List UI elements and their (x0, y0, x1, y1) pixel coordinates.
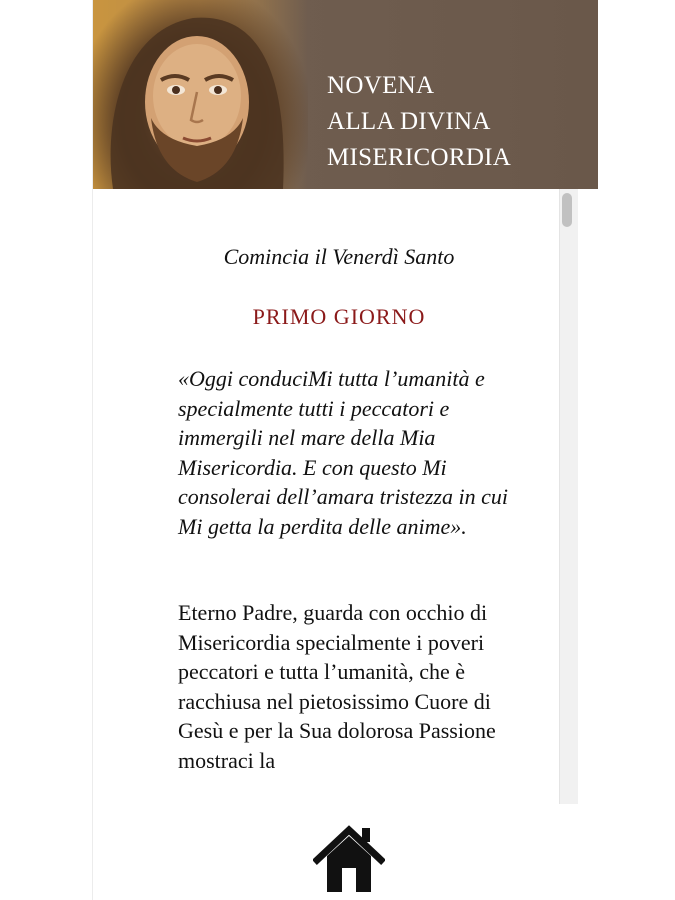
divine-mercy-portrait (93, 0, 308, 189)
scrollbar-track[interactable] (559, 189, 578, 804)
app-title-line-3: MISERICORDIA (327, 144, 512, 171)
day-title: PRIMO GIORNO (252, 304, 426, 329)
start-note: Comincia il Venerdì Santo (223, 244, 455, 269)
app-screen (92, 0, 598, 900)
app-title-line-1: NOVENA (327, 72, 435, 99)
reading-content[interactable] (93, 189, 559, 804)
jesus-quote: «Oggi conduciMi tutta l’umanità e specialmente tutti i peccatori e immergili nel mare della Mia Misericordia. E con questo Mi consolerai dell’amara tristezza in cui Mi getta la perdita delle anime». (178, 366, 508, 539)
home-icon (313, 824, 385, 894)
scrollbar-thumb[interactable] (562, 193, 572, 227)
app-title (327, 68, 587, 176)
prayer-text: Eterno Padre, guarda con occhio di Misericordia specialmente i poveri peccatori e tutta l’umanità, che è racchiusa nel pietosissimo Cuore di Gesù e per la Sua dolorosa Passione mostraci la (178, 600, 496, 773)
home-button[interactable] (313, 824, 385, 894)
app-title-line-2: ALLA DIVINA (327, 108, 491, 135)
header-banner (93, 0, 598, 189)
